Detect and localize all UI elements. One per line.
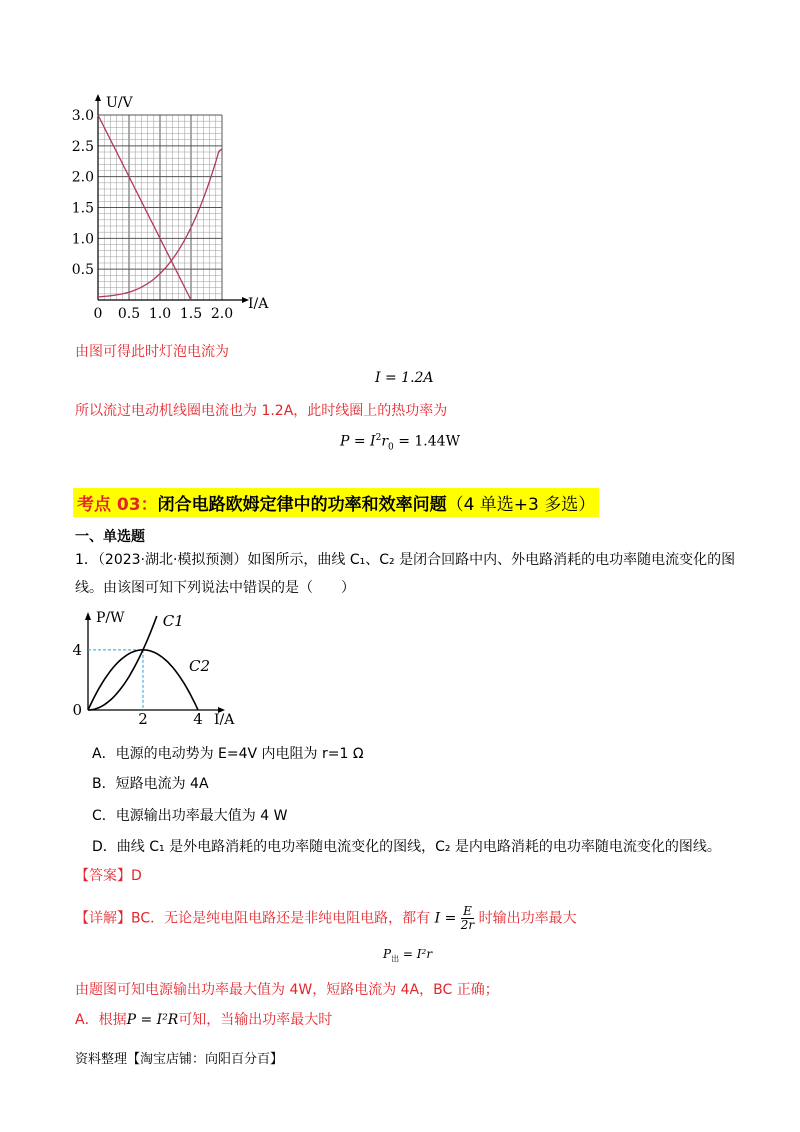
y-tick-label: 3.0 — [71, 108, 94, 124]
solution-line-3: 由题图可知电源输出功率最大值为 4W，短路电流为 4A，BC 正确； — [75, 982, 499, 998]
eq3-rhs: = I²r — [399, 947, 433, 961]
fraction — [461, 905, 474, 932]
fraction-denominator: 2r — [460, 918, 475, 932]
line4-pre: A．根据 — [75, 1012, 127, 1028]
eq2-r: r — [381, 433, 389, 450]
y-tick-label: 2.0 — [71, 169, 94, 186]
x-tick-label: 0.5 — [117, 306, 141, 322]
heading-label: 考点 03： — [77, 495, 158, 515]
y-tick-label: 1.5 — [71, 200, 94, 217]
detail-post: 时输出功率最大 — [478, 910, 577, 927]
option-d[interactable]: D．曲线 C₁ 是外电路消耗的电功率随电流变化的图线，C₂ 是内电路消耗的电功率随电流变化的图线。 — [92, 839, 721, 855]
line4-equation: P = I²R — [126, 1012, 179, 1028]
y-axis-label: U/V — [106, 95, 133, 111]
x-tick-label: 1.5 — [179, 306, 203, 322]
solution-line-1: 由图可得此时灯泡电流为 — [75, 344, 229, 360]
option-c[interactable]: C．电源输出功率最大值为 4 W — [92, 808, 288, 824]
axes — [95, 94, 249, 303]
y-axis-arrow — [95, 94, 101, 101]
solution-line-4 — [75, 1010, 332, 1030]
eq3-p: P — [383, 947, 392, 961]
option-a[interactable]: A．电源的电动势为 E=4V 内电阻为 r=1 Ω — [92, 746, 364, 762]
line4-post: 可知，当输出功率最大时 — [178, 1012, 333, 1028]
solution-line-2: 所以流过电动机线圈电流也为 1.2A，此时线圈上的热功率为 — [75, 403, 448, 419]
eq2-right: = 1.44W — [393, 433, 460, 450]
x-tick-label: 2.0 — [210, 306, 234, 322]
heading-count: （4 单选+3 多选） — [446, 495, 596, 515]
fraction-formula — [435, 905, 475, 932]
grid — [98, 115, 222, 300]
fraction-numerator: E — [461, 905, 474, 919]
section-heading — [73, 488, 599, 517]
chart-power-current — [60, 600, 260, 730]
series-label-c2: C2 — [189, 656, 211, 675]
heading-title: 闭合电路欧姆定律中的功率和效率问题 — [157, 495, 447, 515]
y-axis-label: P/W — [96, 610, 125, 626]
detail-line — [75, 905, 577, 932]
y-tick-label: 2.5 — [71, 138, 94, 155]
tick-labels — [72, 108, 233, 322]
x-axis-label: I/A — [214, 712, 235, 728]
x-tick-label: 4 — [193, 710, 203, 728]
x-tick-label: 2 — [138, 710, 148, 728]
answer: 【答案】D — [75, 868, 142, 884]
series-c1 — [88, 616, 157, 710]
guide-lines — [88, 650, 143, 710]
equation-output-power — [383, 944, 432, 969]
eq2-left: P = I — [340, 433, 376, 450]
equation-heat-power — [340, 428, 460, 457]
y-tick-label: 4 — [72, 640, 82, 659]
series-label-c1: C1 — [162, 612, 184, 630]
x-tick-label: 1.0 — [148, 306, 172, 322]
equation-current: I = 1.2A — [375, 370, 434, 386]
fraction-lhs: I = — [434, 910, 457, 927]
footer-source: 资料整理【淘宝店铺：向阳百分百】 — [75, 1052, 284, 1067]
detail-pre: 【详解】BC．无论是纯电阻电路还是非纯电阻电路，都有 — [75, 910, 431, 927]
x-axis-label: I/A — [248, 296, 269, 312]
y-axis-arrow — [85, 612, 91, 620]
eq3-sub: 出 — [391, 954, 400, 964]
option-b[interactable]: B．短路电流为 4A — [92, 776, 209, 792]
question-line-1: 1．（2023·湖北·模拟预测）如图所示，曲线 C₁、C₂ 是闭合回路中内、外电路消耗的电功率随电流变化的图 — [75, 552, 736, 568]
question-line-2: 线。由该图可知下列说法中错误的是（ ） — [75, 580, 355, 596]
chart-ui-grid — [60, 85, 280, 330]
section-title: 一、单选题 — [75, 529, 145, 545]
eq2-sub: 0 — [388, 442, 394, 453]
y-tick-label: 0 — [72, 701, 82, 719]
y-tick-label: 1.0 — [71, 231, 94, 248]
x-tick-label: 0 — [93, 306, 103, 322]
y-tick-label: 0.5 — [71, 262, 94, 279]
eq2-sup: 2 — [375, 433, 382, 443]
